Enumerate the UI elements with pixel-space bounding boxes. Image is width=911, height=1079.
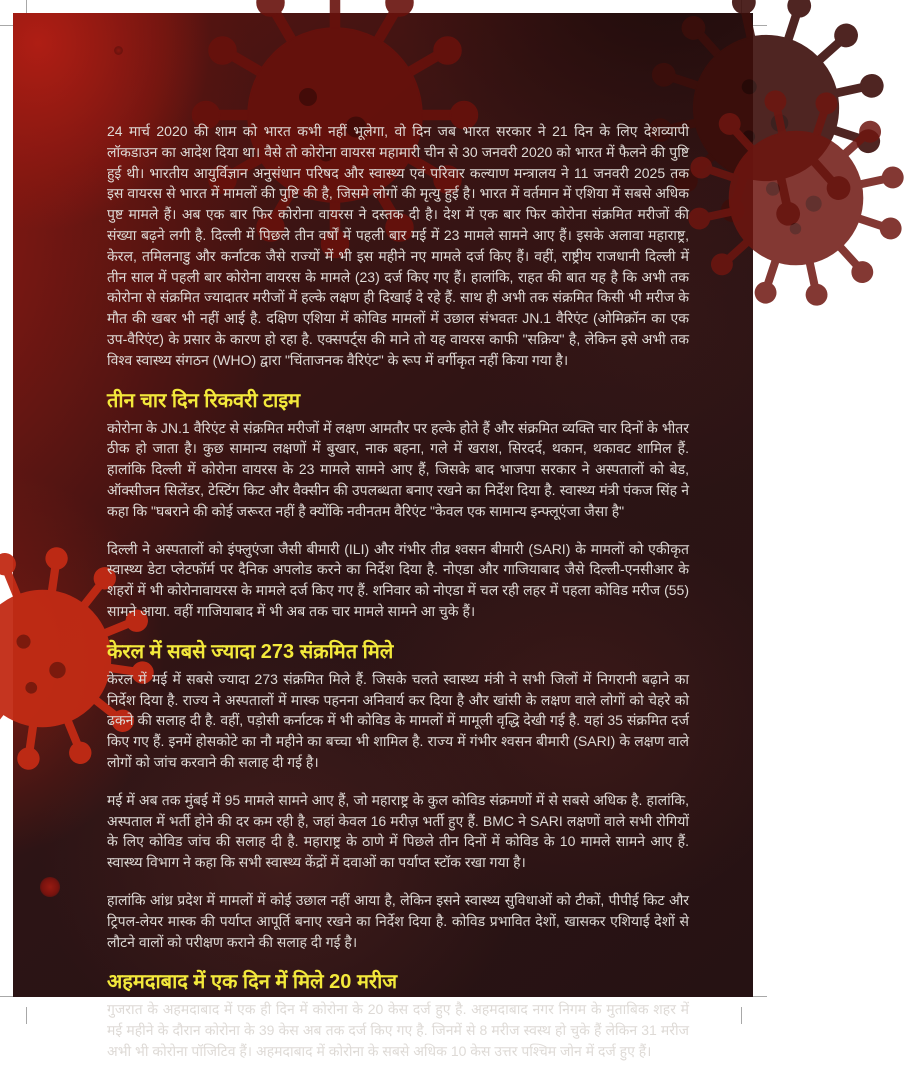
red-particle-dot bbox=[114, 46, 123, 55]
section-paragraph: दिल्ली ने अस्पतालों को इंफ्लुएंजा जैसी बीमारी (ILI) और गंभीर तीव्र श्वसन बीमारी (SARI) के मामलों को एकीकृत स्वास्थ्य डेटा प्लेटफॉर्म पर दैनिक अपलोड करने का निर्देश दिया है. नोएडा और गाजियाबाद जैसे दिल्ली-एनसीआर के शहरों में भी कोरोनावायरस के मामले दर्ज किए गए हैं. शनिवार को नोएडा में चल रही लहर में पहला कोविड मरीज (55) सामने आया. वहीं गाजियाबाद में भी अब तक चार मामले सामने आ चुके हैं। bbox=[107, 540, 689, 619]
section-heading: तीन चार दिन रिकवरी टाइम bbox=[107, 389, 301, 412]
crop-mark bbox=[741, 1007, 742, 1024]
article-panel bbox=[13, 13, 753, 1059]
section-paragraph: केरल में मई में सबसे ज्यादा 273 संक्रमित मिले हैं. जिसके चलते स्वास्थ्य मंत्री ने सभी जिलों में निगरानी बढ़ाने का निर्देश दिया है. राज्य ने अस्पतालों में मास्क पहनना अनिवार्य कर दिया है और खांसी के लक्षण वाले लोगों को चेहरे को ढकने की सलाह दी है. वहीं, पड़ोसी कर्नाटक में भी कोविड के मामलों में मामूली वृद्धि देखी गई है. यहां 35 संक्रमित दर्ज किए गए हैं. इनमें होसकोटे का नौ महीने का बच्चा भी शामिल है. राज्य में गंभीर श्वसन बीमारी (SARI) के लक्षण वाले लोगों को जांच करवाने की सलाह दी गई है। bbox=[107, 670, 689, 770]
section-paragraph: गुजरात के अहमदाबाद में एक ही दिन में कोरोना के 20 केस दर्ज हुए है. अहमदाबाद नगर निगम के मुताबिक शहर में मई महीने के दौरान कोरोना के 39 केस अब तक दर्ज किए गए है. जिनमें से 8 मरीज स्वस्थ हो चुके हैं लेकिन 31 मरीज अभी भी कोरोना पॉजिटिव हैं। अहमदाबाद में कोरोना के सबसे अधिक 10 केस उत्तर पश्चिम जोन में दर्ज हुए हैं। bbox=[107, 1001, 689, 1059]
red-particle-dot bbox=[40, 877, 60, 897]
section-ahmedabad-cases bbox=[107, 969, 689, 1061]
section-recovery-time bbox=[107, 388, 689, 622]
section-heading: केरल में सबसे ज्यादा 273 संक्रमित मिले bbox=[107, 640, 394, 663]
section-paragraph: हालांकि आंध्र प्रदेश में मामलों में कोई उछाल नहीं आया है, लेकिन इसने स्वास्थ्य सुविधाओं को टीकों, पीपीई किट और ट्रिपल-लेयर मास्क की पर्याप्त आपूर्ति बनाए रखने का निर्देश दिया है. कोविड प्रभावित देशों, खासकर एशियाई देशों से लौटने वालों को परीक्षण कराने की सलाह दी गई है। bbox=[107, 891, 689, 950]
section-kerala-cases bbox=[107, 639, 689, 953]
article-content bbox=[107, 121, 689, 1079]
coronavirus-illustration-right bbox=[681, 83, 911, 313]
section-paragraph: कोरोना के JN.1 वैरिएंट से संक्रमित मरीजों में लक्षण आमतौर पर हल्के होते हैं और संक्रमित व्यक्ति चार दिनों के भीतर ठीक हो जाता है। कुछ सामान्य लक्षणों में बुखार, नाक बहना, गले में खराश, सिरदर्द, थकान, थकावट शामिल हैं. हालांकि दिल्ली में कोरोना वायरस के 23 मामले सामने आए हैं, जिसके बाद भाजपा सरकार ने अस्पतालों को बेड, ऑक्सीजन सिलेंडर, टेस्टिंग किट और वैक्सीन की उपलब्धता बनाए रखने का निर्देश दिया है. स्वास्थ्य मंत्री पंकज सिंह ने कहा कि "घबराने की कोई जरूरत नहीं है क्योंकि नवीनतम वैरिएंट "केवल एक सामान्य इन्फ्लूएंजा जैसा है" bbox=[107, 419, 689, 519]
section-heading: अहमदाबाद में एक दिन में मिले 20 मरीज bbox=[107, 971, 398, 994]
intro-paragraph: 24 मार्च 2020 की शाम को भारत कभी नहीं भूलेगा, वो दिन जब भारत सरकार ने 21 दिन के लिए देशव्यापी लॉकडाउन का आदेश दिया था। वैसे तो कोरोना वायरस महामारी चीन से 30 जनवरी 2020 को भारत में फैलने की पुष्टि हुई थी। भारतीय आयुर्विज्ञान अनुसंधान परिषद और स्वास्थ्य एवं परिवार कल्याण मन्त्रालय ने 11 जनवरी 2025 तक इस वायरस से भारत में मामलों की पुष्टि की है, जिसमे लोगों की मृत्यु हुई है। भारत में वर्तमान में एशिया में सबसे अधिक पुष्ट मामले हैं। अब एक बार फिर कोरोना वायरस ने दस्तक दी है। देश में एक बार फिर कोरोना संक्रमित मरीजों की संख्या बढ़ने लगी है. दिल्ली में पिछले तीन वर्षों में पहली बार मई में 23 मामले सामने आए हैं। इसके अलावा महाराष्ट्र, केरल, तमिलनाडु और कर्नाटक जैसे राज्यों में भी इस महीने नए मामले दर्ज किए हैं। वहीं, राष्ट्रीय राजधानी दिल्ली में तीन साल में पहली बार कोरोना वायरस के मामले (23) दर्ज किए गए हैं। हालांकि, राहत की बात यह है कि अभी तक कोरोना से संक्रमित ज्यादातर मरीजों में हल्के लक्षण ही दिखाई दे रहे हैं. साथ ही अभी तक संक्रमित किसी भी मरीज के मौत की खबर भी नहीं आई है. दक्षिण एशिया में कोविड मामलों में उछाल संभवतः JN.1 वैरिएंट (ओमिक्रॉन का एक उप-वैरिएंट) के प्रसार के कारण हो रहा है. एक्सपर्ट्स की माने तो यह वायरस काफी "सक्रिय" है, लेकिन इसे अभी तक विश्व स्वास्थ्य संगठन (WHO) द्वारा "चिंताजनक वैरिएंट" के रूप में वर्गीकृत नहीं किया गया है। bbox=[107, 123, 689, 368]
crop-mark bbox=[26, 1007, 27, 1024]
section-paragraph: मई में अब तक मुंबई में 95 मामले सामने आए हैं, जो महाराष्ट्र के कुल कोविड संक्रमणों में से सबसे अधिक है. हालांकि, अस्पताल में भर्ती होने की दर कम रही है, जहां केवल 16 मरीज़ भर्ती हुए हैं. BMC ने SARI लक्षणों वाले सभी रोगियों के लिए कोविड जांच की सलाह दी है. महाराष्ट्र के ठाणे में पिछले तीन दिनों में कोविड के 10 मामले सामने आए हैं. स्वास्थ्य विभाग ने कहा कि सभी स्वास्थ्य केंद्रों में दवाओं का पर्याप्त स्टॉक रखा गया है। bbox=[107, 791, 689, 871]
